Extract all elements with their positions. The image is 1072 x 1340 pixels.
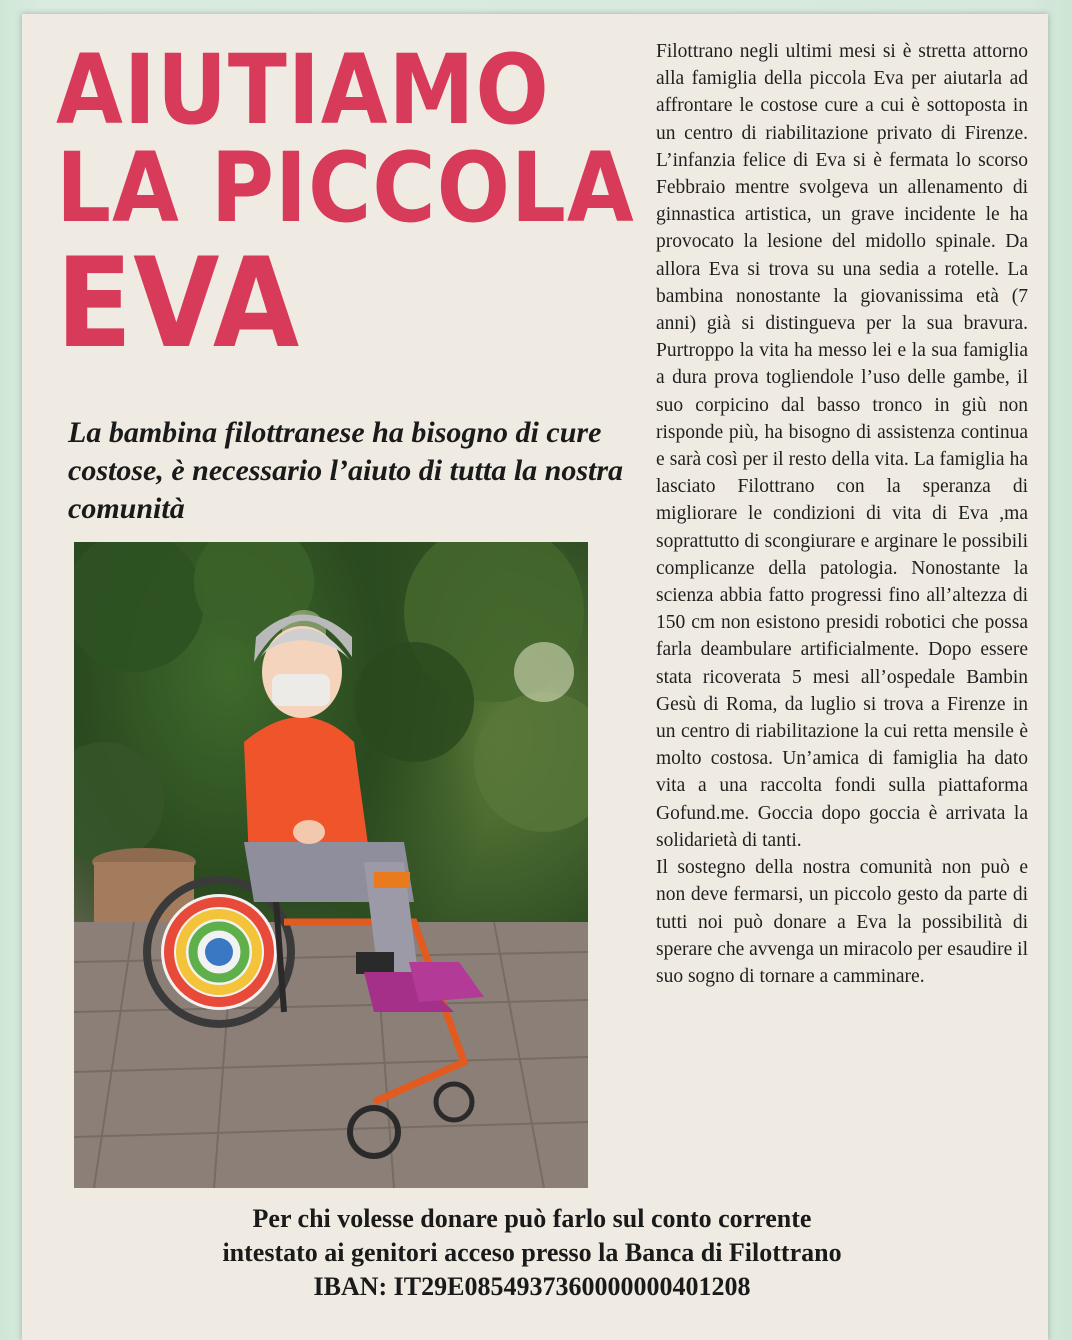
headline-line-1: AIUTIAMO (56, 34, 550, 146)
donation-info (62, 1202, 1002, 1304)
subtitle: La bambina filottranese ha bisogno di cure costose, è necessario l’aiuto di tutta la nostra comunità (68, 416, 624, 525)
donation-line-2: intestato ai genitori acceso presso la Banca di Filottrano (222, 1238, 842, 1267)
headline-line-3: EVA (56, 232, 301, 376)
poster (22, 14, 1048, 1340)
headline-line-2: LA PICCOLA (56, 132, 635, 244)
donation-line-1: Per chi volesse donare può farlo sul conto corrente (252, 1204, 812, 1233)
article-paragraph-2: Il sostegno della nostra comunità non può e non deve fermarsi, un piccolo gesto da parte di tutti noi può donare a Eva la possibilità di sperare che avvenga un miracolo per esaudire il suo sogno di tornare a camminare. (656, 857, 1028, 987)
article-paragraph-1: Filottrano negli ultimi mesi si è stretta attorno alla famiglia della piccola Eva per aiutarla ad affrontare le costose cure a cui è sottoposta in un centro di riabilitazione privato di Firenze. L’infanzia felice di Eva si è fermata lo scorso Febbraio mentre svolgeva un allenamento di ginnastica artistica, un grave incidente le ha provocato la lesione del midollo spinale. Da allora Eva si trova su una sedia a rotelle. La bambina nonostante la giovanissima età (7 anni) già si distingueva per la sua bravura. Purtroppo la vita ha messo lei e la sua famiglia a dura prova togliendole l’uso delle gambe, il suo corpicino dal basso tronco in giù non risponde più, ha bisogno di assistenza continua e sarà così per il resto della vita. La famiglia ha lasciato Filottrano con la speranza di migliorare le condizioni di vita di Eva ,ma soprattutto di scongiurare e arginare le possibili complicanze della patologia. Nonostante la scienza abbia fatto progressi fino all’altezza di 150 cm non esistono presidi robotici che possa farla deambulare artificialmente. Dopo essere stata ricoverata 5 mesi all’ospedale Bambin Gesù di Roma, da luglio si trova a Firenze in un centro di riabilitazione la cui retta mensile è molto costosa. Un’amica di famiglia ha dato vita a una raccolta fondi sulla piattaforma Gofund.me. Goccia dopo goccia è arrivata la solidarietà di tanti. (656, 41, 1028, 851)
girl-in-wheelchair-photo (74, 542, 588, 1188)
donation-iban: IBAN: IT29E0854937360000000401208 (313, 1272, 751, 1301)
article-body (656, 38, 1028, 990)
